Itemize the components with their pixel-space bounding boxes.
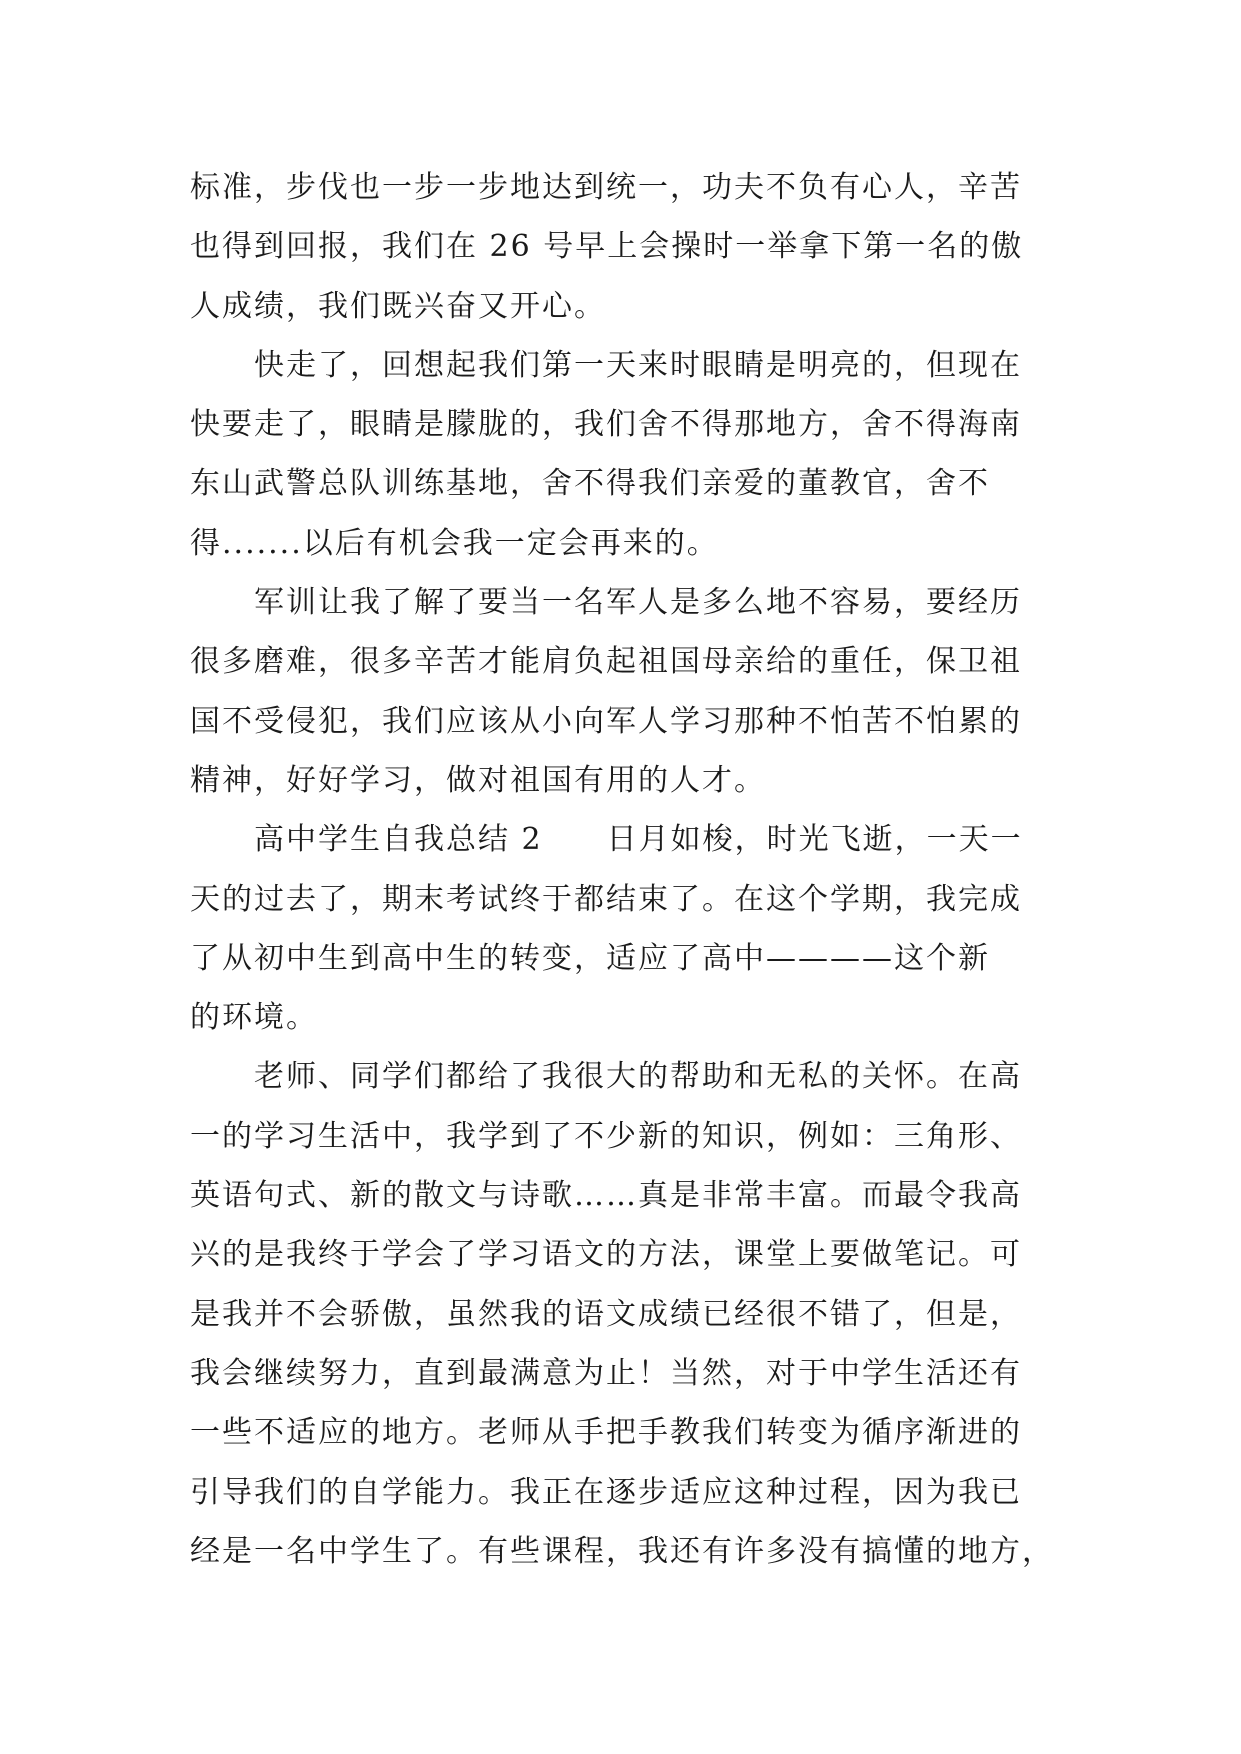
- text-line: 引导我们的自学能力。我正在逐步适应这种过程，因为我已: [190, 1474, 1022, 1510]
- text-line: 也得到回报，我们在 26 号早上会操时一举拿下第一名的傲: [190, 229, 1024, 265]
- text-line: 兴的是我终于学会了学习语文的方法，课堂上要做笔记。可: [190, 1237, 1022, 1273]
- text-line: 很多磨难，很多辛苦才能肩负起祖国母亲给的重任，保卫祖: [190, 644, 1022, 680]
- text-line: 一的学习生活中，我学到了不少新的知识，例如：三角形、: [190, 1118, 1022, 1154]
- text-line: 经是一名中学生了。有些课程，我还有许多没有搞懂的地方，: [190, 1533, 1054, 1569]
- text-line: 的环境。: [190, 1000, 318, 1036]
- paragraph-start-line: 老师、同学们都给了我很大的帮助和无私的关怀。在高: [254, 1059, 1022, 1095]
- text-line: 一些不适应的地方。老师从手把手教我们转变为循序渐进的: [190, 1415, 1022, 1451]
- text-line: 我会继续努力，直到最满意为止！当然，对于中学生活还有: [190, 1355, 1022, 1391]
- text-line: 国不受侵犯，我们应该从小向军人学习那种不怕苦不怕累的: [190, 703, 1022, 739]
- document-body: [190, 158, 1054, 1581]
- text-line: 英语句式、新的散文与诗歌……真是非常丰富。而最令我高: [190, 1178, 1022, 1214]
- paragraph-start-line: 快走了，回想起我们第一天来时眼睛是明亮的，但现在: [254, 347, 1022, 383]
- text-line: 天的过去了，期末考试终于都结束了。在这个学期，我完成: [190, 881, 1022, 917]
- paragraph-start-line: 军训让我了解了要当一名军人是多么地不容易，要经历: [254, 585, 1022, 621]
- text-line: 人成绩，我们既兴奋又开心。: [190, 288, 606, 324]
- text-line: 精神，好好学习，做对祖国有用的人才。: [190, 762, 766, 798]
- paragraph-start-line: 高中学生自我总结 2 日月如梭，时光飞逝，一天一: [254, 822, 1023, 858]
- text-line: 了从初中生到高中生的转变，适应了高中————这个新: [190, 940, 990, 976]
- text-line: 是我并不会骄傲，虽然我的语文成绩已经很不错了，但是，: [190, 1296, 1022, 1332]
- text-line: 东山武警总队训练基地，舍不得我们亲爱的董教官，舍不: [190, 466, 990, 502]
- text-line: 标准，步伐也一步一步地达到统一，功夫不负有心人，辛苦: [190, 170, 1022, 205]
- text-line: 得.......以后有机会我一定会再来的。: [190, 525, 719, 561]
- text-line: 快要走了，眼睛是朦胧的，我们舍不得那地方，舍不得海南: [190, 407, 1022, 443]
